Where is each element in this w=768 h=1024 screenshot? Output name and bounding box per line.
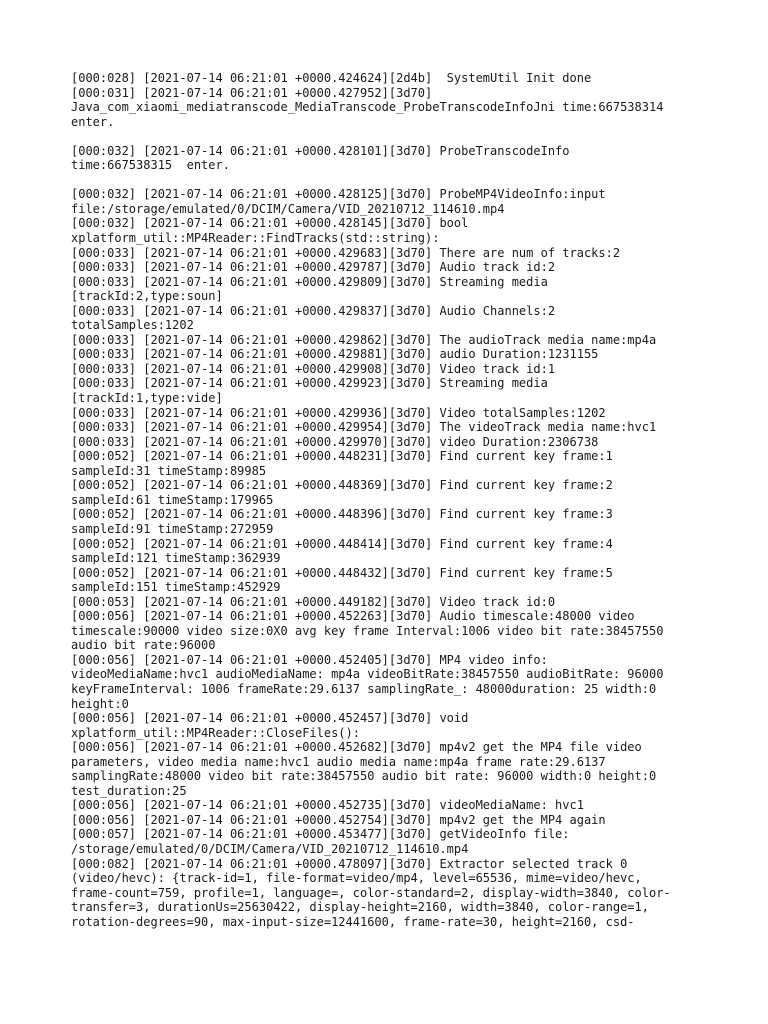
log-line: timescale:90000 video size:0X0 avg key frame Interval:1006 video bit rate:38457550 [71,623,664,638]
log-line: [000:033] [2021-07-14 06:21:01 +0000.429862][3d70] The audioTrack media name:mp4a [71,332,657,347]
log-line: [000:032] [2021-07-14 06:21:01 +0000.428101][3d70] ProbeTranscodeInfo [71,143,570,158]
log-line: sampleId:61 timeStamp:179965 [71,492,274,507]
log-line: [000:056] [2021-07-14 06:21:01 +0000.452682][3d70] mp4v2 get the MP4 file video [71,740,642,755]
log-document [71,71,711,973]
log-line: sampleId:151 timeStamp:452929 [71,580,281,595]
log-line: sampleId:91 timeStamp:272959 [71,521,274,536]
log-line: [000:033] [2021-07-14 06:21:01 +0000.429936][3d70] Video totalSamples:1202 [71,405,606,420]
log-line: [000:056] [2021-07-14 06:21:01 +0000.452263][3d70] Audio timescale:48000 video [71,609,635,624]
log-line: sampleId:31 timeStamp:89985 [71,463,267,478]
log-line: [000:056] [2021-07-14 06:21:01 +0000.452405][3d70] MP4 video info: [71,652,548,667]
log-line: [000:033] [2021-07-14 06:21:01 +0000.429837][3d70] Audio Channels:2 [71,303,556,318]
log-line: [000:033] [2021-07-14 06:21:01 +0000.429908][3d70] Video track id:1 [71,361,556,376]
log-line: height:0 [71,696,129,711]
log-line: test_duration:25 [71,783,187,798]
log-line [71,944,711,959]
log-line: [000:052] [2021-07-14 06:21:01 +0000.448432][3d70] Find current key frame:5 [71,565,613,580]
log-line: totalSamples:1202 [71,318,194,333]
log-line: sampleId:121 timeStamp:362939 [71,551,281,566]
log-line: [000:056] [2021-07-14 06:21:01 +0000.452735][3d70] videoMediaName: hvc1 [71,798,584,813]
log-line: [000:052] [2021-07-14 06:21:01 +0000.448231][3d70] Find current key frame:1 [71,449,613,464]
log-line [71,929,711,944]
log-line: keyFrameInterval: 1006 frameRate:29.6137 samplingRate_: 48000duration: 25 width:0 [71,681,657,696]
log-line: (video/hevc): {track-id=1, file-format=video/mp4, level=65536, mime=video/hevc, [71,871,642,886]
log-line: [trackId:1,type:vide] [71,391,223,406]
log-line: [000:033] [2021-07-14 06:21:01 +0000.429923][3d70] Streaming media [71,376,548,391]
log-line: [000:033] [2021-07-14 06:21:01 +0000.429683][3d70] There are num of tracks:2 [71,245,621,260]
log-line: [000:053] [2021-07-14 06:21:01 +0000.449182][3d70] Video track id:0 [71,594,556,609]
log-line: [000:032] [2021-07-14 06:21:01 +0000.428145][3d70] bool [71,216,469,231]
log-line [71,958,711,973]
log-line: [000:052] [2021-07-14 06:21:01 +0000.448369][3d70] Find current key frame:2 [71,478,613,493]
log-block-3 [71,187,711,973]
blank-line [71,173,711,188]
log-line: [000:052] [2021-07-14 06:21:01 +0000.448396][3d70] Find current key frame:3 [71,507,613,522]
log-line: [000:056] [2021-07-14 06:21:01 +0000.452457][3d70] void [71,711,469,726]
log-line: videoMediaName:hvc1 audioMediaName: mp4a videoBitRate:38457550 audioBitRate: 96000 [71,667,664,682]
log-line: time:667538315 enter. [71,158,230,173]
log-block-2 [71,144,711,173]
log-line: rotation-degrees=90, max-input-size=12441600, frame-rate=30, height=2160, csd- [71,914,635,929]
log-line: parameters, video media name:hvc1 audio media name:mp4a frame rate:29.6137 [71,754,606,769]
log-line: [000:052] [2021-07-14 06:21:01 +0000.448414][3d70] Find current key frame:4 [71,536,613,551]
log-line: [000:033] [2021-07-14 06:21:01 +0000.429809][3d70] Streaming media [71,274,548,289]
log-line: [000:028] [2021-07-14 06:21:01 +0000.424624][2d4b] SystemUtil Init done [71,71,592,85]
log-line: file:/storage/emulated/0/DCIM/Camera/VID_20210712_114610.mp4 [71,201,505,216]
log-line: samplingRate:48000 video bit rate:38457550 audio bit rate: 96000 width:0 height:0 [71,769,657,784]
log-line: [000:057] [2021-07-14 06:21:01 +0000.453477][3d70] getVideoInfo file: [71,827,570,842]
log-line: [000:033] [2021-07-14 06:21:01 +0000.429954][3d70] The videoTrack media name:hvc1 [71,420,657,435]
log-line: [trackId:2,type:soun] [71,289,223,304]
log-line: [000:033] [2021-07-14 06:21:01 +0000.429787][3d70] Audio track id:2 [71,260,556,275]
log-line: [000:031] [2021-07-14 06:21:01 +0000.427952][3d70] [71,85,433,100]
log-line: [000:033] [2021-07-14 06:21:01 +0000.429970][3d70] video Duration:2306738 [71,434,599,449]
log-line: enter. [71,114,115,129]
log-line: audio bit rate:96000 [71,638,216,653]
log-line: /storage/emulated/0/DCIM/Camera/VID_20210712_114610.mp4 [71,841,469,856]
log-line: frame-count=759, profile=1, language=, color-standard=2, display-width=3840, color- [71,885,671,900]
blank-line [71,129,711,144]
log-line: [000:082] [2021-07-14 06:21:01 +0000.478097][3d70] Extractor selected track 0 [71,856,628,871]
log-line: Java_com_xiaomi_mediatranscode_MediaTranscode_ProbeTranscodeInfoJni time:667538314 [71,100,664,115]
log-line: [000:032] [2021-07-14 06:21:01 +0000.428125][3d70] ProbeMP4VideoInfo:input [71,187,606,202]
log-block-1 [71,71,711,129]
log-line: [000:056] [2021-07-14 06:21:01 +0000.452754][3d70] mp4v2 get the MP4 again [71,812,606,827]
log-line: xplatform_util::MP4Reader::CloseFiles(): [71,725,360,740]
log-line: xplatform_util::MP4Reader::FindTracks(std::string): [71,231,440,246]
log-line: [000:033] [2021-07-14 06:21:01 +0000.429881][3d70] audio Duration:1231155 [71,347,599,362]
log-line: transfer=3, durationUs=25630422, display-height=2160, width=3840, color-range=1, [71,900,649,915]
